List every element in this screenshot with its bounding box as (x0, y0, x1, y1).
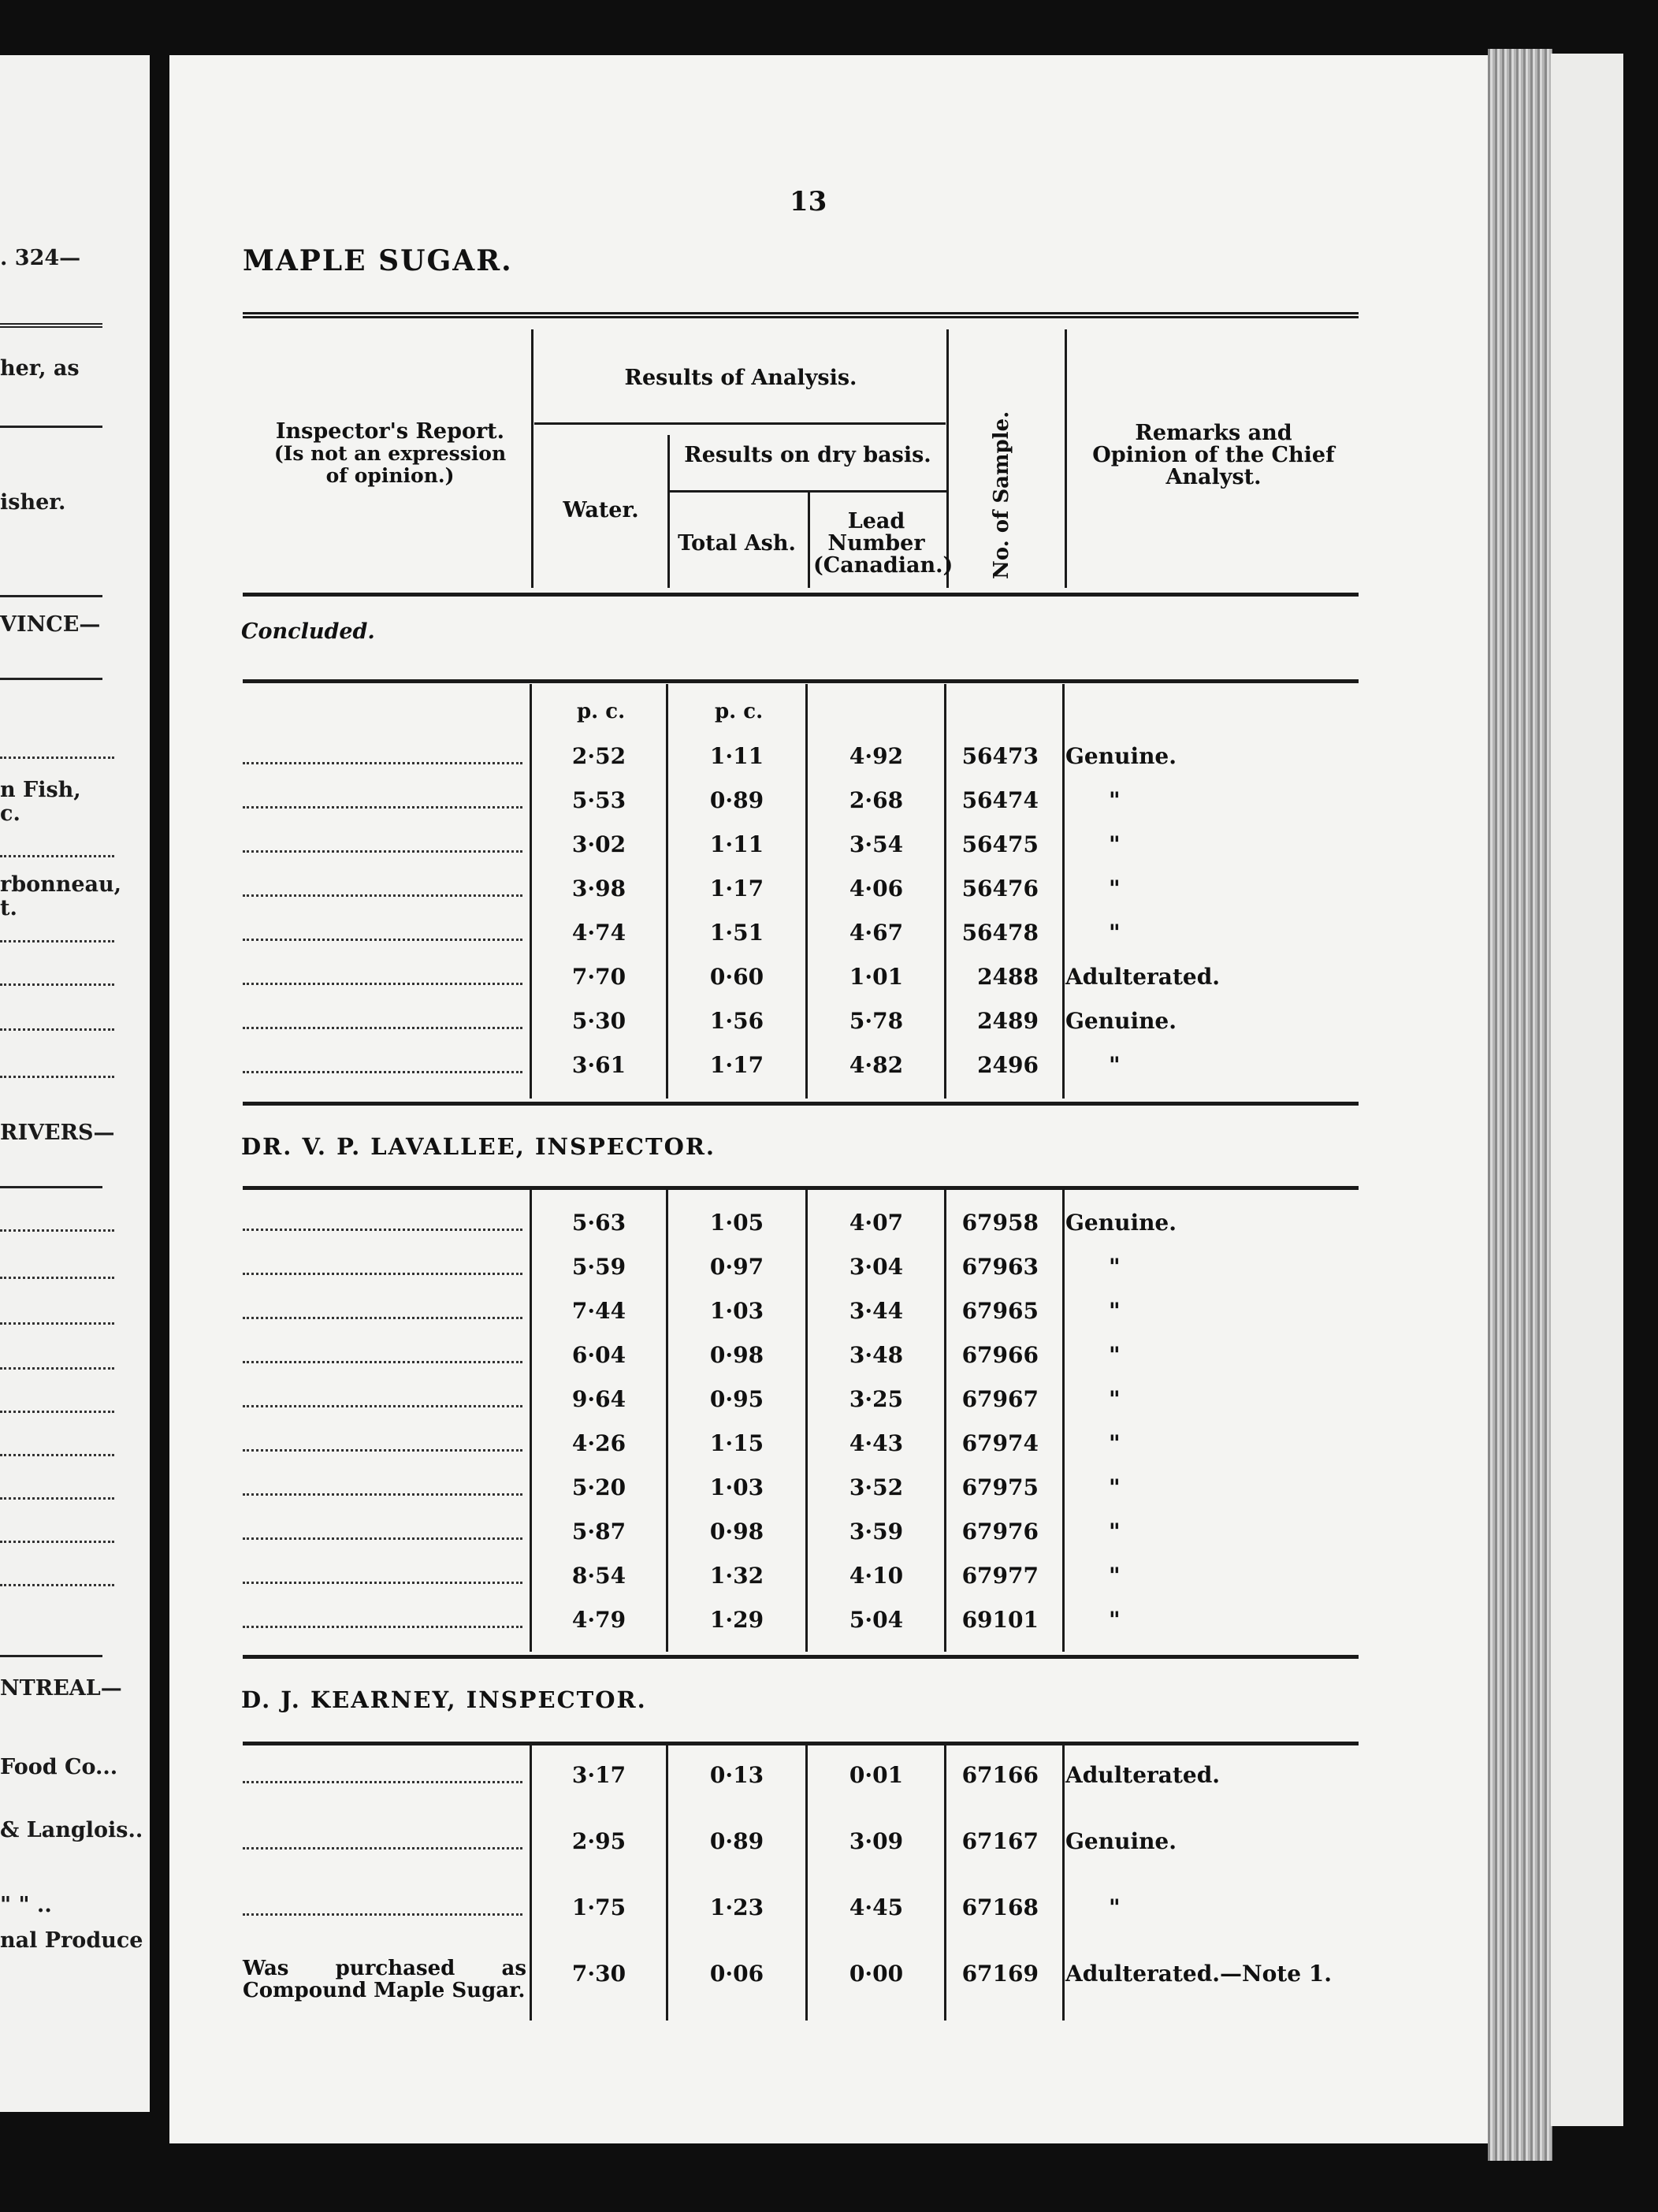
cell-water: 5·20 (571, 1474, 626, 1500)
cell-sample-number: 67166 (961, 1762, 1039, 1788)
section-bottom-rule (243, 1655, 1359, 1659)
cell-sample-number: 56476 (961, 876, 1039, 902)
facing-page-rule (0, 595, 102, 597)
cell-water: 4·79 (571, 1607, 626, 1633)
inspector-note: Was purchased as Compound Maple Sugar. (243, 1957, 526, 2002)
cell-total-ash: 1·15 (709, 1430, 764, 1456)
cell-lead-number: 4·67 (849, 920, 904, 946)
leader-dots (243, 1433, 522, 1452)
facing-page-text: & Langlois.. (0, 1818, 143, 1842)
cell-sample-number: 67976 (961, 1519, 1039, 1545)
column-divider (944, 684, 946, 1099)
cell-sample-number: 67965 (961, 1298, 1039, 1324)
leader-dots (243, 835, 522, 853)
leader-dots (243, 967, 522, 985)
cell-remark-ditto: " (1109, 831, 1121, 857)
leader-dots (243, 1831, 522, 1850)
column-divider (1062, 1190, 1065, 1652)
leader-dots (243, 1566, 522, 1584)
page-edge-stack (1488, 49, 1552, 2161)
leader-dots (243, 879, 522, 897)
facing-page-leader-dots (0, 1277, 114, 1279)
leader-dots (243, 746, 522, 764)
cell-total-ash: 1·11 (709, 743, 764, 769)
cell-remark-ditto: " (1109, 1298, 1121, 1324)
leader-dots (243, 1345, 522, 1363)
cell-water: 3·02 (571, 831, 626, 857)
facing-page-rule (0, 323, 102, 328)
cell-lead-number: 3·09 (849, 1828, 904, 1854)
cell-sample-number: 67963 (961, 1254, 1039, 1280)
cell-remark: Genuine. (1065, 1008, 1177, 1034)
section-heading: D. J. KEARNEY, INSPECTOR. (241, 1686, 647, 1713)
cell-total-ash: 0·89 (709, 1828, 764, 1854)
cell-total-ash: 0·97 (709, 1254, 764, 1280)
cell-water: 6·04 (571, 1342, 626, 1368)
cell-water: 7·30 (571, 1961, 626, 1987)
cell-remark-ditto: " (1109, 787, 1121, 813)
cell-total-ash: 1·17 (709, 1052, 764, 1078)
facing-page-rule (0, 426, 102, 428)
cell-total-ash: 0·95 (709, 1386, 764, 1412)
cell-water: 2·52 (571, 743, 626, 769)
column-divider (944, 1745, 946, 2021)
column-divider (530, 1190, 532, 1652)
cell-remark-ditto: " (1109, 1474, 1121, 1500)
page-number: 13 (790, 186, 827, 217)
cell-lead-number: 4·43 (849, 1430, 904, 1456)
cell-sample-number: 67169 (961, 1961, 1039, 1987)
cell-water: 9·64 (571, 1386, 626, 1412)
cell-total-ash: 0·13 (709, 1762, 764, 1788)
facing-page-leader-dots (0, 1367, 114, 1370)
facing-page-text: nal Produce (0, 1928, 143, 1953)
leader-dots (243, 1522, 522, 1540)
page-edge-right (1551, 54, 1623, 2126)
cell-remark-ditto: " (1109, 1563, 1121, 1589)
cell-lead-number: 3·25 (849, 1386, 904, 1412)
cell-lead-number: 5·78 (849, 1008, 904, 1034)
header-inspector-report-sub: (Is not an expression of opinion.) (273, 442, 507, 487)
cell-total-ash: 0·06 (709, 1961, 764, 1987)
cell-total-ash: 1·23 (709, 1894, 764, 1920)
cell-water: 4·26 (571, 1430, 626, 1456)
leader-dots (243, 1213, 522, 1231)
cell-remark: Genuine. (1065, 743, 1177, 769)
header-inspector-report (260, 421, 520, 487)
header-results-of-analysis: Results of Analysis. (624, 366, 857, 390)
cell-sample-number: 67167 (961, 1828, 1039, 1854)
leader-dots (243, 1055, 522, 1073)
column-divider (805, 1745, 808, 2021)
section-top-rule (243, 1186, 1359, 1190)
column-divider (1062, 684, 1065, 1099)
cell-water: 5·59 (571, 1254, 626, 1280)
cell-remark-ditto: " (1109, 1254, 1121, 1280)
column-divider (1062, 1745, 1065, 2021)
column-divider (805, 1190, 808, 1652)
column-divider (666, 1745, 668, 2021)
cell-total-ash: 1·03 (709, 1474, 764, 1500)
section-heading: DR. V. P. LAVALLEE, INSPECTOR. (241, 1133, 716, 1160)
leader-dots (243, 1898, 522, 1916)
cell-remark: Adulterated. (1065, 964, 1221, 990)
cell-sample-number: 2488 (977, 964, 1039, 990)
section-top-rule (243, 679, 1359, 683)
cell-lead-number: 3·48 (849, 1342, 904, 1368)
cell-total-ash: 1·51 (709, 920, 764, 946)
facing-page-text: rbonneau, (0, 872, 122, 897)
header-col-divider-5 (1065, 329, 1067, 588)
header-col-divider-3 (808, 490, 810, 588)
cell-water: 3·98 (571, 876, 626, 902)
column-divider (666, 684, 668, 1099)
cell-water: 1·75 (571, 1894, 626, 1920)
facing-page-text: . 324— (0, 246, 81, 270)
header-col-divider-2 (667, 435, 670, 588)
facing-page-rule (0, 1186, 102, 1188)
leader-dots (243, 923, 522, 941)
facing-page-leader-dots (0, 1322, 114, 1325)
cell-total-ash: 1·29 (709, 1607, 764, 1633)
leader-dots (243, 1478, 522, 1496)
cell-sample-number: 67975 (961, 1474, 1039, 1500)
header-analysis-rule (534, 422, 946, 425)
column-divider (805, 684, 808, 1099)
facing-page-text: Food Co... (0, 1755, 118, 1779)
cell-remark-ditto: " (1109, 1607, 1121, 1633)
cell-remark-ditto: " (1109, 1386, 1121, 1412)
cell-lead-number: 4·92 (849, 743, 904, 769)
cell-water: 5·30 (571, 1008, 626, 1034)
leader-dots (243, 1610, 522, 1628)
cell-lead-number: 1·01 (849, 964, 904, 990)
cell-remark-ditto: " (1109, 920, 1121, 946)
cell-remark: Genuine. (1065, 1828, 1177, 1854)
facing-page-leader-dots (0, 1028, 114, 1031)
cell-total-ash: 1·03 (709, 1298, 764, 1324)
cell-lead-number: 4·10 (849, 1563, 904, 1589)
cell-lead-number: 0·00 (849, 1961, 904, 1987)
header-inspector-report-title: Inspector's Report. (275, 419, 505, 444)
cell-lead-number: 4·06 (849, 876, 904, 902)
cell-lead-number: 3·04 (849, 1254, 904, 1280)
cell-sample-number: 69101 (961, 1607, 1039, 1633)
header-remarks: Remarks and Opinion of the Chief Analyst. (1092, 421, 1335, 489)
cell-water: 7·44 (571, 1298, 626, 1324)
cell-lead-number: 3·52 (849, 1474, 904, 1500)
unit-water: p. c. (577, 700, 626, 723)
cell-total-ash: 1·56 (709, 1008, 764, 1034)
facing-page-leader-dots (0, 983, 114, 986)
facing-page-text: her, as (0, 356, 80, 381)
facing-page-leader-dots (0, 1076, 114, 1078)
cell-lead-number: 4·45 (849, 1894, 904, 1920)
leader-dots (243, 1389, 522, 1407)
cell-sample-number: 56474 (961, 787, 1039, 813)
cell-remark-ditto: " (1109, 1342, 1121, 1368)
cell-sample-number: 67974 (961, 1430, 1039, 1456)
cell-water: 3·61 (571, 1052, 626, 1078)
leader-dots (243, 1257, 522, 1275)
facing-page-rule (0, 1655, 102, 1657)
facing-page-text: t. (0, 896, 17, 920)
facing-page (0, 55, 150, 2112)
cell-remark: Adulterated. (1065, 1762, 1221, 1788)
cell-lead-number: 3·44 (849, 1298, 904, 1324)
facing-page-leader-dots (0, 1411, 114, 1413)
cell-water: 8·54 (571, 1563, 626, 1589)
cell-total-ash: 0·89 (709, 787, 764, 813)
cell-sample-number: 56473 (961, 743, 1039, 769)
cell-water: 4·74 (571, 920, 626, 946)
cell-sample-number: 56475 (961, 831, 1039, 857)
leader-dots (243, 1301, 522, 1319)
leader-dots (243, 790, 522, 809)
section-heading: Concluded. (241, 619, 375, 644)
header-water: Water. (563, 498, 639, 522)
header-col-divider-1 (531, 329, 533, 588)
cell-sample-number: 67977 (961, 1563, 1039, 1589)
cell-total-ash: 0·98 (709, 1519, 764, 1545)
unit-ash: p. c. (715, 700, 764, 723)
cell-remark-ditto: " (1109, 876, 1121, 902)
page-title: MAPLE SUGAR. (243, 244, 513, 277)
cell-total-ash: 1·05 (709, 1210, 764, 1236)
header-results-dry-basis: Results on dry basis. (684, 443, 931, 467)
facing-page-leader-dots (0, 1497, 114, 1500)
cell-remark: Adulterated.—Note 1. (1065, 1961, 1333, 1987)
facing-page-text: " " .. (0, 1893, 52, 1917)
cell-remark-ditto: " (1109, 1052, 1121, 1078)
cell-remark-ditto: " (1109, 1894, 1121, 1920)
header-bottom-rule (243, 593, 1359, 597)
header-drybasis-rule (670, 490, 947, 493)
cell-total-ash: 1·32 (709, 1563, 764, 1589)
section-top-rule (243, 1742, 1359, 1745)
cell-total-ash: 1·11 (709, 831, 764, 857)
column-divider (530, 684, 532, 1099)
cell-sample-number: 56478 (961, 920, 1039, 946)
facing-page-text: c. (0, 801, 20, 826)
cell-sample-number: 67958 (961, 1210, 1039, 1236)
facing-page-leader-dots (0, 1541, 114, 1543)
cell-lead-number: 4·07 (849, 1210, 904, 1236)
cell-lead-number: 3·54 (849, 831, 904, 857)
facing-page-text: VINCE— (0, 612, 101, 637)
cell-total-ash: 1·17 (709, 876, 764, 902)
cell-lead-number: 0·01 (849, 1762, 904, 1788)
header-top-rule (243, 312, 1359, 318)
facing-page-text: isher. (0, 490, 66, 515)
leader-dots (243, 1011, 522, 1029)
cell-water: 5·53 (571, 787, 626, 813)
cell-lead-number: 5·04 (849, 1607, 904, 1633)
cell-lead-number: 3·59 (849, 1519, 904, 1545)
cell-water: 5·63 (571, 1210, 626, 1236)
facing-page-leader-dots (0, 855, 114, 857)
column-divider (944, 1190, 946, 1652)
header-lead-number: Lead Number (Canadian.) (813, 509, 954, 578)
cell-sample-number: 67168 (961, 1894, 1039, 1920)
cell-sample-number: 2489 (977, 1008, 1039, 1034)
cell-remark-ditto: " (1109, 1519, 1121, 1545)
cell-remark-ditto: " (1109, 1430, 1121, 1456)
header-no-of-sample: No. of Sample. (990, 411, 1013, 579)
facing-page-rule (0, 678, 102, 680)
cell-water: 3·17 (571, 1762, 626, 1788)
facing-page-leader-dots (0, 1454, 114, 1456)
cell-water: 5·87 (571, 1519, 626, 1545)
cell-remark: Genuine. (1065, 1210, 1177, 1236)
cell-sample-number: 2496 (977, 1052, 1039, 1078)
cell-total-ash: 0·60 (709, 964, 764, 990)
header-col-divider-4 (946, 329, 949, 588)
cell-lead-number: 2·68 (849, 787, 904, 813)
facing-page-leader-dots (0, 1229, 114, 1232)
facing-page-text: NTREAL— (0, 1676, 122, 1701)
column-divider (666, 1190, 668, 1652)
cell-sample-number: 67967 (961, 1386, 1039, 1412)
leader-dots (243, 1765, 522, 1783)
section-bottom-rule (243, 1102, 1359, 1106)
facing-page-leader-dots (0, 1584, 114, 1586)
facing-page-text: n Fish, (0, 778, 81, 802)
cell-lead-number: 4·82 (849, 1052, 904, 1078)
cell-total-ash: 0·98 (709, 1342, 764, 1368)
facing-page-leader-dots (0, 757, 114, 759)
facing-page-text: RIVERS— (0, 1121, 115, 1145)
cell-sample-number: 67966 (961, 1342, 1039, 1368)
header-total-ash: Total Ash. (678, 531, 796, 556)
cell-water: 2·95 (571, 1828, 626, 1854)
facing-page-leader-dots (0, 940, 114, 942)
cell-water: 7·70 (571, 964, 626, 990)
column-divider (530, 1745, 532, 2021)
